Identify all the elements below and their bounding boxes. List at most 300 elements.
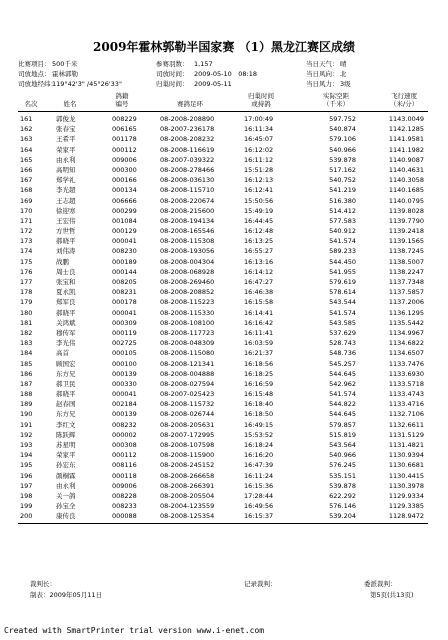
name-cell: 方世哲 bbox=[56, 227, 76, 236]
rank-cell: 163 bbox=[20, 135, 33, 144]
table-row bbox=[0, 318, 448, 328]
time-cell: 16:14:12 bbox=[244, 267, 274, 276]
speed-cell: 1137.5857 bbox=[388, 288, 424, 297]
id-cell: 08-2008-115080 bbox=[160, 349, 215, 358]
rank-cell: 190 bbox=[20, 410, 33, 419]
watermark-text: Created with SmartPrinter trial version www.i-enet.com bbox=[4, 626, 265, 635]
table-row bbox=[0, 155, 448, 165]
made-label: 制表： bbox=[30, 591, 50, 599]
distance-cell: 576.146 bbox=[329, 502, 356, 511]
distance-cell: 544.645 bbox=[329, 369, 356, 378]
speed-cell: 1142.1285 bbox=[388, 125, 424, 134]
distance-cell: 537.629 bbox=[329, 328, 356, 337]
table-row bbox=[0, 124, 448, 134]
ring-cell: 008230 bbox=[112, 247, 137, 256]
ring-cell: 000041 bbox=[112, 390, 137, 399]
id-cell: 08-2008-115710 bbox=[160, 186, 215, 195]
table-row bbox=[0, 501, 448, 511]
time-cell: 16:21:37 bbox=[244, 349, 274, 358]
speed-cell: 1132.6611 bbox=[388, 420, 424, 429]
ring-cell: 000139 bbox=[112, 369, 137, 378]
rank-cell: 170 bbox=[20, 206, 33, 215]
rank-cell: 191 bbox=[20, 420, 33, 429]
ring-cell: 000119 bbox=[112, 328, 137, 337]
page-title: 2009年霍林郭勒半国家赛 （1）黑龙江赛区成绩 bbox=[93, 40, 355, 54]
rank-cell: 174 bbox=[20, 247, 33, 256]
table-row bbox=[0, 379, 448, 389]
time-cell: 16:18:24 bbox=[244, 441, 274, 449]
column-header-time bbox=[236, 92, 286, 108]
table-row bbox=[0, 246, 448, 256]
speed-cell: 1141.9581 bbox=[388, 135, 424, 144]
rank-cell: 171 bbox=[20, 216, 33, 225]
recorder-label: 记录裁判： bbox=[244, 580, 277, 588]
rank-cell: 197 bbox=[20, 481, 33, 490]
rank-cell: 164 bbox=[20, 145, 33, 154]
rank-cell: 183 bbox=[20, 339, 33, 348]
name-cell: 关一鸽 bbox=[56, 491, 76, 500]
distance-cell: 622.292 bbox=[329, 491, 356, 500]
rank-cell: 168 bbox=[20, 186, 33, 195]
ring-cell: 008205 bbox=[112, 278, 137, 286]
id-cell: 08-2008-115308 bbox=[160, 237, 215, 246]
rank-cell: 198 bbox=[20, 491, 33, 500]
id-cell: 08-2008-194134 bbox=[160, 216, 215, 225]
info-value: 北 bbox=[340, 70, 347, 78]
rank-cell: 196 bbox=[20, 471, 33, 480]
name-cell: 孙宏东 bbox=[56, 461, 76, 470]
name-cell: 顾国宏 bbox=[56, 359, 76, 368]
speed-cell: 1140.3058 bbox=[388, 176, 424, 185]
id-cell: 08-2008-220674 bbox=[160, 196, 215, 205]
distance-cell: 539.878 bbox=[329, 481, 356, 490]
name-cell: 郑军良 bbox=[56, 298, 76, 307]
name-cell: 郑学礼 bbox=[56, 176, 76, 185]
results-table bbox=[0, 114, 448, 522]
table-row bbox=[0, 175, 448, 185]
distance-cell: 540.966 bbox=[329, 451, 356, 460]
name-cell: 李光伟 bbox=[56, 339, 76, 348]
info-wind-force bbox=[306, 80, 351, 88]
column-header-distance-bottom: （千米） bbox=[323, 100, 349, 108]
name-cell: 颜桐霖 bbox=[56, 471, 76, 480]
info-weather bbox=[306, 60, 347, 68]
distance-cell: 535.151 bbox=[329, 471, 356, 480]
rank-cell: 178 bbox=[20, 288, 33, 297]
info-release-place bbox=[18, 70, 78, 78]
rank-cell: 177 bbox=[20, 278, 33, 286]
ring-cell: 008116 bbox=[112, 461, 137, 470]
rank-cell: 167 bbox=[20, 176, 33, 185]
id-cell: 08-2008-116619 bbox=[160, 145, 215, 154]
table-row bbox=[0, 226, 448, 236]
rank-cell: 180 bbox=[20, 308, 33, 317]
ring-cell: 000105 bbox=[112, 349, 137, 358]
name-cell: 关鸿斌 bbox=[56, 318, 76, 327]
ring-cell: 001178 bbox=[112, 135, 137, 144]
id-cell: 08-2007-236178 bbox=[160, 125, 215, 134]
rank-cell: 162 bbox=[20, 125, 33, 134]
distance-cell: 542.962 bbox=[329, 379, 356, 388]
rank-cell: 199 bbox=[20, 502, 33, 511]
speed-cell: 1138.2247 bbox=[388, 267, 424, 276]
table-row bbox=[0, 511, 448, 521]
time-cell: 15:51:28 bbox=[244, 165, 274, 174]
time-cell: 16:18:25 bbox=[244, 369, 274, 378]
rank-cell: 182 bbox=[20, 328, 33, 337]
id-cell: 08-2008-208232 bbox=[160, 135, 215, 144]
rank-cell: 193 bbox=[20, 441, 33, 449]
time-cell: 16:18:56 bbox=[244, 359, 274, 368]
name-cell: 王志超 bbox=[56, 196, 76, 205]
distance-cell: 541.574 bbox=[329, 308, 356, 317]
rank-cell: 172 bbox=[20, 227, 33, 236]
name-cell: 郝卫民 bbox=[56, 379, 76, 388]
table-row bbox=[0, 165, 448, 175]
column-header-speed bbox=[380, 92, 428, 108]
distance-cell: 539.204 bbox=[329, 512, 356, 521]
table-row bbox=[0, 134, 448, 144]
ring-cell: 000134 bbox=[112, 186, 137, 195]
info-value: 119°42'3" /45°26'33" bbox=[52, 80, 122, 88]
footer-divider bbox=[18, 523, 428, 524]
time-cell: 16:45:07 bbox=[244, 135, 274, 144]
name-cell: 郝晓平 bbox=[56, 390, 76, 399]
distance-cell: 540.912 bbox=[329, 227, 356, 236]
column-header-ring bbox=[104, 92, 140, 108]
rank-cell: 165 bbox=[20, 155, 33, 164]
speed-cell: 1130.9394 bbox=[388, 451, 424, 460]
time-cell: 16:16:42 bbox=[244, 318, 274, 327]
distance-cell: 540.752 bbox=[329, 176, 356, 185]
ring-cell: 008232 bbox=[112, 420, 137, 429]
table-row bbox=[0, 206, 448, 216]
rank-cell: 194 bbox=[20, 451, 33, 460]
speed-cell: 1131.5129 bbox=[388, 430, 424, 439]
table-row bbox=[0, 369, 448, 379]
page-number: 第5页(共13页) bbox=[370, 591, 414, 599]
speed-cell: 1134.9967 bbox=[388, 328, 424, 337]
ring-cell: 000002 bbox=[112, 430, 137, 439]
speed-cell: 1137.7348 bbox=[388, 278, 424, 286]
distance-cell: 577.583 bbox=[329, 216, 356, 225]
id-cell: 08-2008-205631 bbox=[160, 420, 215, 429]
column-header-time-top: 归巢时间 bbox=[248, 92, 274, 100]
rank-cell: 192 bbox=[20, 430, 33, 439]
name-cell: 赵春国 bbox=[56, 400, 76, 409]
name-cell: 郝晓平 bbox=[56, 237, 76, 246]
name-cell: 高首 bbox=[56, 349, 69, 358]
table-row bbox=[0, 145, 448, 155]
made-date: 2009年05月11日 bbox=[49, 591, 103, 599]
speed-cell: 1133.4743 bbox=[388, 390, 424, 399]
column-header-name: 姓名 bbox=[63, 100, 77, 108]
rank-cell: 185 bbox=[20, 359, 33, 368]
table-row bbox=[0, 196, 448, 206]
id-cell: 08-2008-004304 bbox=[160, 257, 215, 266]
name-cell: 穆传军 bbox=[56, 328, 76, 337]
ring-cell: 000118 bbox=[112, 471, 137, 480]
ring-cell: 009006 bbox=[112, 155, 137, 164]
time-cell: 16:13:16 bbox=[244, 257, 274, 266]
name-cell: 康传良 bbox=[56, 512, 76, 521]
table-row bbox=[0, 409, 448, 419]
rank-cell: 179 bbox=[20, 298, 33, 307]
column-header-id: 赛鸽足环 bbox=[177, 100, 203, 108]
speed-cell: 1136.1295 bbox=[388, 308, 424, 317]
ring-cell: 008228 bbox=[112, 491, 137, 500]
table-row bbox=[0, 308, 448, 318]
ring-cell: 008231 bbox=[112, 288, 137, 297]
info-label: 当日风力： bbox=[306, 80, 339, 88]
id-cell: 08-2008-115732 bbox=[160, 400, 215, 409]
rank-cell: 173 bbox=[20, 237, 33, 246]
rank-cell: 195 bbox=[20, 461, 33, 470]
id-cell: 08-2008-215600 bbox=[160, 206, 215, 215]
name-cell: 陈跃辉 bbox=[56, 430, 76, 439]
ring-cell: 000139 bbox=[112, 410, 137, 419]
rank-cell: 184 bbox=[20, 349, 33, 358]
distance-cell: 544.822 bbox=[329, 400, 356, 409]
column-header-ring-top: 鸽籍 bbox=[115, 92, 129, 100]
time-cell: 16:12:02 bbox=[244, 145, 274, 154]
name-cell: 东方兄 bbox=[56, 369, 76, 378]
time-cell: 16:14:41 bbox=[244, 308, 274, 317]
info-value: 2009-05-11 bbox=[194, 80, 232, 88]
id-cell: 08-2007-025423 bbox=[160, 390, 215, 399]
time-cell: 16:44:45 bbox=[244, 216, 274, 225]
table-row bbox=[0, 348, 448, 358]
speed-cell: 1130.6681 bbox=[388, 461, 424, 470]
ring-cell: 002725 bbox=[112, 339, 137, 348]
time-cell: 16:49:56 bbox=[244, 502, 274, 511]
id-cell: 08-2007-172995 bbox=[160, 430, 215, 439]
speed-cell: 1138.7245 bbox=[388, 247, 424, 256]
ring-cell: 006666 bbox=[112, 196, 137, 205]
table-row bbox=[0, 287, 448, 297]
info-value: 1,157 bbox=[194, 60, 213, 68]
info-race-distance bbox=[18, 60, 77, 68]
time-cell: 16:18:40 bbox=[244, 400, 274, 409]
id-cell: 08-2008-278466 bbox=[160, 165, 215, 174]
ring-cell: 001084 bbox=[112, 216, 137, 225]
id-cell: 08-2008-027594 bbox=[160, 379, 215, 388]
name-cell: 郝晓平 bbox=[56, 308, 76, 317]
table-row bbox=[0, 267, 448, 277]
distance-cell: 544.645 bbox=[329, 410, 356, 419]
table-row bbox=[0, 450, 448, 460]
column-header-time-bottom: 或持鸽 bbox=[251, 100, 271, 108]
info-value: 晴 bbox=[340, 60, 347, 68]
id-cell: 08-2008-115330 bbox=[160, 308, 215, 317]
id-cell: 08-2008-108100 bbox=[160, 318, 215, 327]
distance-cell: 517.162 bbox=[329, 165, 356, 174]
ring-cell: 000041 bbox=[112, 237, 137, 246]
rank-cell: 181 bbox=[20, 318, 33, 327]
ring-cell: 000112 bbox=[112, 145, 137, 154]
time-cell: 16:13:25 bbox=[244, 237, 274, 246]
time-cell: 16:12:13 bbox=[244, 176, 274, 185]
rank-cell: 189 bbox=[20, 400, 33, 409]
speed-cell: 1139.1565 bbox=[388, 237, 424, 246]
ring-cell: 000166 bbox=[112, 176, 137, 185]
table-row bbox=[0, 359, 448, 369]
time-cell: 16:16:59 bbox=[244, 379, 274, 388]
distance-cell: 543.544 bbox=[329, 298, 356, 307]
table-row bbox=[0, 216, 448, 226]
rank-cell: 176 bbox=[20, 267, 33, 276]
distance-cell: 545.257 bbox=[329, 359, 356, 368]
speed-cell: 1130.3978 bbox=[388, 481, 424, 490]
info-coordinates bbox=[18, 80, 122, 88]
name-cell: 张宝和 bbox=[56, 278, 76, 286]
time-cell: 16:11:34 bbox=[244, 125, 274, 134]
id-cell: 08-2008-036130 bbox=[160, 176, 215, 185]
speed-cell: 1139.8028 bbox=[388, 206, 424, 215]
speed-cell: 1141.1982 bbox=[388, 145, 424, 154]
column-header-speed-bottom: （米/分） bbox=[389, 100, 419, 108]
speed-cell: 1129.3385 bbox=[388, 502, 424, 511]
name-cell: 由永利 bbox=[56, 481, 76, 490]
time-cell: 16:18:50 bbox=[244, 410, 274, 419]
speed-cell: 1140.9087 bbox=[388, 155, 424, 164]
table-row bbox=[0, 430, 448, 440]
table-row bbox=[0, 491, 448, 501]
info-label: 参赛羽数： bbox=[156, 60, 189, 68]
rank-cell: 188 bbox=[20, 390, 33, 399]
speed-cell: 1133.7476 bbox=[388, 359, 424, 368]
time-cell: 16:46:38 bbox=[244, 288, 274, 297]
distance-cell: 578.614 bbox=[329, 288, 356, 297]
ring-cell: 009006 bbox=[112, 481, 137, 490]
rank-cell: 175 bbox=[20, 257, 33, 266]
table-row bbox=[0, 338, 448, 348]
distance-cell: 516.380 bbox=[329, 196, 356, 205]
time-cell: 16:11:12 bbox=[244, 155, 274, 164]
distance-cell: 589.233 bbox=[329, 247, 356, 256]
info-label: 归巢时间： bbox=[156, 80, 189, 88]
time-cell: 16:12:41 bbox=[244, 186, 274, 195]
ring-cell: 000129 bbox=[112, 227, 137, 236]
speed-cell: 1139.2418 bbox=[388, 227, 424, 236]
id-cell: 08-2007-039322 bbox=[160, 155, 215, 164]
id-cell: 08-2008-125354 bbox=[160, 512, 215, 521]
table-row bbox=[0, 257, 448, 267]
id-cell: 08-2008-245152 bbox=[160, 461, 215, 470]
speed-cell: 1139.7790 bbox=[388, 216, 424, 225]
speed-cell: 1130.4415 bbox=[388, 471, 424, 480]
id-cell: 08-2008-266391 bbox=[160, 481, 215, 490]
rank-cell: 186 bbox=[20, 369, 33, 378]
id-cell: 08-2008-121341 bbox=[160, 359, 215, 368]
speed-cell: 1143.0049 bbox=[388, 115, 424, 123]
time-cell: 15:53:52 bbox=[244, 430, 274, 439]
info-value: 霍林郭勒 bbox=[52, 70, 78, 78]
header-divider bbox=[18, 111, 428, 112]
time-cell: 17:00:49 bbox=[244, 115, 274, 123]
info-return-time bbox=[156, 80, 232, 88]
id-cell: 08-2008-269460 bbox=[160, 278, 215, 286]
column-header-distance-top: 实际空距 bbox=[323, 92, 349, 100]
speed-cell: 1128.9472 bbox=[388, 512, 424, 521]
time-cell: 16:11:24 bbox=[244, 471, 274, 480]
name-cell: 李光超 bbox=[56, 186, 76, 195]
speed-cell: 1137.2006 bbox=[388, 298, 424, 307]
time-cell: 16:11:41 bbox=[244, 328, 274, 337]
time-cell: 16:47:39 bbox=[244, 461, 274, 470]
id-cell: 08-2008-208852 bbox=[160, 288, 215, 297]
id-cell: 08-2008-115900 bbox=[160, 451, 215, 460]
time-cell: 16:12:48 bbox=[244, 227, 274, 236]
time-cell: 17:28:44 bbox=[244, 491, 274, 500]
speed-cell: 1131.4821 bbox=[388, 441, 424, 449]
speed-cell: 1138.5007 bbox=[388, 257, 424, 266]
time-cell: 15:49:19 bbox=[244, 206, 274, 215]
distance-cell: 548.736 bbox=[329, 349, 356, 358]
ring-cell: 008233 bbox=[112, 502, 137, 511]
table-row bbox=[0, 185, 448, 195]
info-label: 比赛项目： bbox=[18, 60, 51, 68]
table-row bbox=[0, 328, 448, 338]
name-cell: 东方兄 bbox=[56, 410, 76, 419]
table-row bbox=[0, 471, 448, 481]
name-cell: 郭俊龙 bbox=[56, 115, 76, 123]
name-cell: 孙宝全 bbox=[56, 502, 76, 511]
name-cell: 王宏伟 bbox=[56, 216, 76, 225]
id-cell: 08-2008-165546 bbox=[160, 227, 215, 236]
speed-cell: 1132.7106 bbox=[388, 410, 424, 419]
id-cell: 08-2008-117723 bbox=[160, 328, 215, 337]
name-cell: 战鹏 bbox=[56, 257, 69, 266]
speed-cell: 1129.9334 bbox=[388, 491, 424, 500]
rank-cell: 200 bbox=[20, 512, 33, 521]
distance-cell: 579.106 bbox=[329, 135, 356, 144]
speed-cell: 1134.6822 bbox=[388, 339, 424, 348]
id-cell: 08-2008-026744 bbox=[160, 410, 215, 419]
ring-cell: 000308 bbox=[112, 441, 137, 449]
name-cell: 高明知 bbox=[56, 165, 76, 174]
time-cell: 15:50:56 bbox=[244, 196, 274, 205]
info-release-time bbox=[156, 70, 257, 78]
table-row bbox=[0, 399, 448, 409]
distance-cell: 543.585 bbox=[329, 318, 356, 327]
distance-cell: 515.819 bbox=[329, 430, 356, 439]
name-cell: 周士良 bbox=[56, 267, 76, 276]
info-label: 当日天气： bbox=[306, 60, 339, 68]
table-row bbox=[0, 440, 448, 450]
rank-cell: 166 bbox=[20, 165, 33, 174]
time-cell: 16:03:59 bbox=[244, 339, 274, 348]
id-cell: 08-2008-266658 bbox=[160, 471, 215, 480]
time-cell: 16:15:58 bbox=[244, 298, 274, 307]
distance-cell: 541.219 bbox=[329, 186, 356, 195]
column-header-rank: 名次 bbox=[24, 100, 38, 108]
distance-cell: 544.450 bbox=[329, 257, 356, 266]
made-info bbox=[30, 591, 102, 599]
distance-cell: 597.752 bbox=[329, 115, 356, 123]
name-cell: 荣家平 bbox=[56, 451, 76, 460]
rank-cell: 169 bbox=[20, 196, 33, 205]
distance-cell: 576.245 bbox=[329, 461, 356, 470]
info-wind-direction bbox=[306, 70, 347, 78]
table-row bbox=[0, 114, 448, 124]
ring-cell: 000178 bbox=[112, 298, 137, 307]
ring-cell: 006165 bbox=[112, 125, 137, 134]
speed-cell: 1134.6507 bbox=[388, 349, 424, 358]
name-cell: 徐迎寒 bbox=[56, 206, 76, 215]
id-cell: 08-2008-205504 bbox=[160, 491, 215, 500]
ring-cell: 000144 bbox=[112, 267, 137, 276]
